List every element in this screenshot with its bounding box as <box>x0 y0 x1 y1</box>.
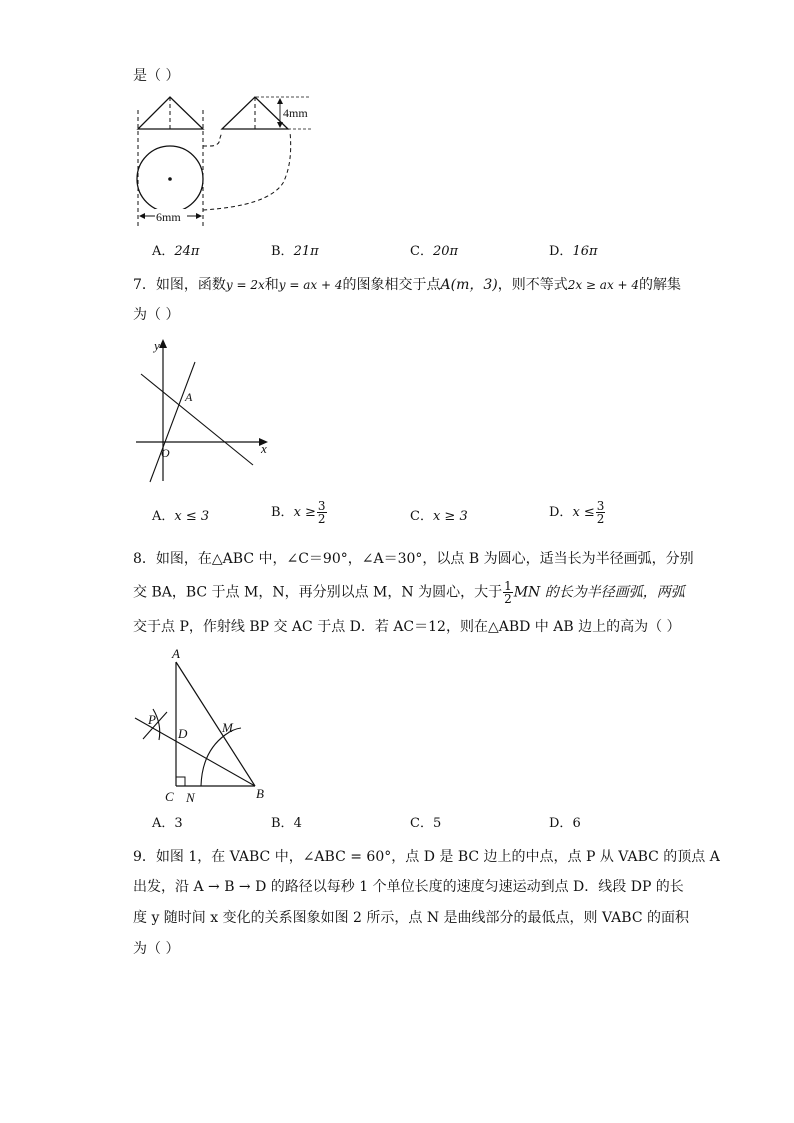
q6-option-d[interactable]: D．16π <box>549 244 598 259</box>
line-y-ax-plus-4 <box>141 374 253 465</box>
label-d: D <box>178 726 188 741</box>
q7-option-a[interactable]: A．x ≤ 3 <box>152 509 210 524</box>
q7-stem-line1: 7．如图，函数y = 2x和y = ax + 4的图象相交于点A(m，3)，则不等式2x ≥ ax + 4的解集 <box>133 277 682 293</box>
q6-option-b[interactable]: B．21π <box>271 244 319 259</box>
q9-stem-line4: 为（ ） <box>133 941 180 957</box>
q8-stem-line1: 8．如图，在△ABC 中，∠C＝90°，∠A＝30°，以点 B 为圆心，适当长为半径画弧，分别 <box>133 551 694 567</box>
label-n: N <box>186 790 195 805</box>
q6-stem-tail: 是（ ） <box>133 68 180 84</box>
q8-triangle-figure <box>128 644 278 810</box>
label-m: M <box>222 720 233 735</box>
line-y-2x <box>150 362 195 482</box>
origin-label: O <box>161 446 170 460</box>
q8-option-c[interactable]: C．5 <box>410 816 442 831</box>
q7-option-b[interactable]: B．x ≥ $\frac{3}{2}$ <box>271 499 326 526</box>
q8-stem-line3: 交于点 P，作射线 BP 交 AC 于点 D．若 AC＝12，则在△ABD 中 AB 边上的高为（ ） <box>133 619 681 635</box>
q8-stem-line2: 交 BA，BC 于点 M，N，再分别以点 M，N 为圆心，大于 $\frac{1}{2}$ MN 的长为半径画弧，两弧 <box>133 579 685 606</box>
q8-option-d[interactable]: D．6 <box>549 816 581 831</box>
q7-stem-line2: 为（ ） <box>133 307 180 323</box>
q9-stem-line2: 出发，沿 A → B → D 的路径以每秒 1 个单位长度的速度匀速运动到点 D．线段 DP 的长 <box>133 879 684 895</box>
q6-option-c[interactable]: C．20π <box>410 244 459 259</box>
q9-stem-line1: 9．如图 1，在 VABC 中，∠ABC = 60°，点 D 是 BC 边上的中点，点 P 从 VABC 的顶点 A <box>133 849 720 865</box>
height-label: 4mm <box>283 106 308 120</box>
q7-option-d[interactable]: D．x ≤ $\frac{3}{2}$ <box>549 499 605 526</box>
q6-three-view-figure <box>128 88 328 233</box>
q7-graph-figure <box>128 335 278 487</box>
label-c: C <box>165 789 174 804</box>
label-p: P <box>148 712 156 727</box>
q6-option-a[interactable]: A．24π <box>152 244 200 259</box>
label-b: B <box>256 786 264 801</box>
arc-mn <box>201 728 241 786</box>
q7-option-c[interactable]: C．x ≥ 3 <box>410 509 468 524</box>
q8-option-a[interactable]: A．3 <box>152 816 183 831</box>
q9-stem-line3: 度 y 随时间 x 变化的关系图象如图 2 所示，点 N 是曲线部分的最低点，则 VABC 的面积 <box>133 910 689 926</box>
label-a: A <box>172 646 180 661</box>
point-a-label: A <box>185 390 193 404</box>
q8-option-b[interactable]: B．4 <box>271 816 302 831</box>
y-axis-label: y <box>154 338 160 353</box>
width-label: 6mm <box>156 210 181 224</box>
x-axis-label: x <box>261 441 267 456</box>
